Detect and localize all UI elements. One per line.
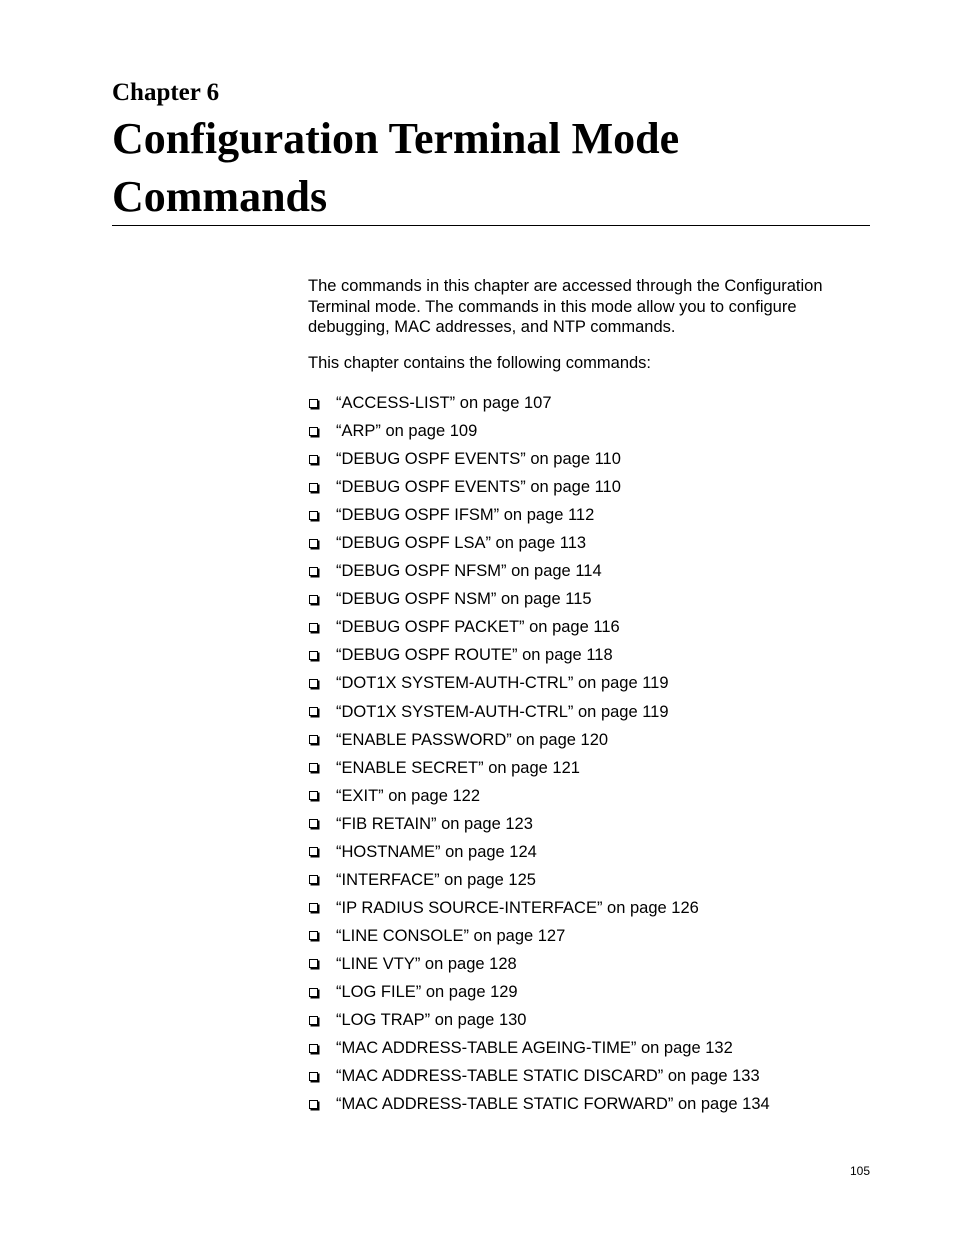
title-divider xyxy=(112,225,870,226)
command-link[interactable]: “LOG TRAP” on page 130 xyxy=(336,1011,527,1030)
command-link[interactable]: “ENABLE PASSWORD” on page 120 xyxy=(336,730,609,749)
command-link[interactable]: “DEBUG OSPF EVENTS” on page 110 xyxy=(336,450,621,469)
command-list xyxy=(308,389,770,1118)
intro-paragraph: The commands in this chapter are accessed through the Configuration Terminal mode. The commands in this mode allow you to configure debugging, MAC addresses, and NTP commands. xyxy=(308,277,823,336)
checkbox-bullet-icon xyxy=(309,567,318,576)
list-item[interactable] xyxy=(308,417,770,445)
list-item[interactable] xyxy=(308,866,770,894)
command-link[interactable]: “DEBUG OSPF ROUTE” on page 118 xyxy=(336,646,613,665)
command-link[interactable]: “DEBUG OSPF IFSM” on page 112 xyxy=(336,506,595,525)
checkbox-bullet-icon xyxy=(309,875,318,884)
command-link[interactable]: “LINE CONSOLE” on page 127 xyxy=(336,926,566,945)
list-item[interactable] xyxy=(308,754,770,782)
checkbox-bullet-icon xyxy=(309,931,318,940)
list-item[interactable] xyxy=(308,1006,770,1034)
list-item[interactable] xyxy=(308,585,770,613)
command-link[interactable]: “ARP” on page 109 xyxy=(336,422,478,441)
list-item[interactable] xyxy=(308,389,770,417)
list-item[interactable] xyxy=(308,557,770,585)
list-item[interactable] xyxy=(308,810,770,838)
command-link[interactable]: “FIB RETAIN” on page 123 xyxy=(336,814,533,833)
checkbox-bullet-icon xyxy=(309,511,318,520)
checkbox-bullet-icon xyxy=(309,735,318,744)
list-item[interactable] xyxy=(308,501,770,529)
checkbox-bullet-icon xyxy=(309,791,318,800)
command-link[interactable]: “MAC ADDRESS-TABLE STATIC FORWARD” on page 134 xyxy=(336,1095,770,1114)
list-item[interactable] xyxy=(308,1062,770,1090)
chapter-label: Chapter 6 xyxy=(112,79,220,106)
command-link[interactable]: “DEBUG OSPF LSA” on page 113 xyxy=(336,534,587,553)
checkbox-bullet-icon xyxy=(309,427,318,436)
list-item[interactable] xyxy=(308,838,770,866)
list-item[interactable] xyxy=(308,529,770,557)
checkbox-bullet-icon xyxy=(309,595,318,604)
checkbox-bullet-icon xyxy=(309,988,318,997)
list-item[interactable] xyxy=(308,613,770,641)
contains-paragraph: This chapter contains the following commands: xyxy=(308,354,652,372)
list-item[interactable] xyxy=(308,782,770,810)
list-item[interactable] xyxy=(308,1090,770,1118)
command-link[interactable]: “MAC ADDRESS-TABLE STATIC DISCARD” on page 133 xyxy=(336,1067,760,1086)
command-link[interactable]: “IP RADIUS SOURCE-INTERFACE” on page 126 xyxy=(336,898,699,917)
command-link[interactable]: “ACCESS-LIST” on page 107 xyxy=(336,394,552,413)
list-item[interactable] xyxy=(308,894,770,922)
command-link[interactable]: “DOT1X SYSTEM-AUTH-CTRL” on page 119 xyxy=(336,674,669,693)
command-link[interactable]: “DOT1X SYSTEM-AUTH-CTRL” on page 119 xyxy=(336,702,669,721)
command-link[interactable]: “DEBUG OSPF NSM” on page 115 xyxy=(336,590,592,609)
command-link[interactable]: “INTERFACE” on page 125 xyxy=(336,870,536,889)
checkbox-bullet-icon xyxy=(309,399,318,408)
checkbox-bullet-icon xyxy=(309,903,318,912)
list-item[interactable] xyxy=(308,473,770,501)
command-link[interactable]: “DEBUG OSPF PACKET” on page 116 xyxy=(336,618,620,637)
list-item[interactable] xyxy=(308,726,770,754)
checkbox-bullet-icon xyxy=(309,1072,318,1081)
list-item[interactable] xyxy=(308,978,770,1006)
list-item[interactable] xyxy=(308,669,770,697)
command-link[interactable]: “HOSTNAME” on page 124 xyxy=(336,842,537,861)
list-item[interactable] xyxy=(308,641,770,669)
command-link[interactable]: “MAC ADDRESS-TABLE AGEING-TIME” on page 132 xyxy=(336,1039,733,1058)
checkbox-bullet-icon xyxy=(309,679,318,688)
checkbox-bullet-icon xyxy=(309,539,318,548)
list-item[interactable] xyxy=(308,950,770,978)
list-item[interactable] xyxy=(308,445,770,473)
checkbox-bullet-icon xyxy=(309,651,318,660)
checkbox-bullet-icon xyxy=(309,483,318,492)
checkbox-bullet-icon xyxy=(309,959,318,968)
checkbox-bullet-icon xyxy=(309,847,318,856)
page-number: 105 xyxy=(849,1164,870,1178)
list-item[interactable] xyxy=(308,922,770,950)
list-item[interactable] xyxy=(308,698,770,726)
checkbox-bullet-icon xyxy=(309,455,318,464)
checkbox-bullet-icon xyxy=(309,1044,318,1053)
command-link[interactable]: “LOG FILE” on page 129 xyxy=(336,983,518,1001)
command-link[interactable]: “DEBUG OSPF NFSM” on page 114 xyxy=(336,562,602,581)
list-item[interactable] xyxy=(308,1034,770,1062)
checkbox-bullet-icon xyxy=(309,819,318,828)
checkbox-bullet-icon xyxy=(309,1100,318,1109)
page-title: Configuration Terminal Mode Commands xyxy=(112,114,680,221)
command-link[interactable]: “DEBUG OSPF EVENTS” on page 110 xyxy=(336,478,621,497)
command-link[interactable]: “EXIT” on page 122 xyxy=(336,786,481,805)
checkbox-bullet-icon xyxy=(309,1016,318,1025)
command-link[interactable]: “LINE VTY” on page 128 xyxy=(336,954,517,973)
checkbox-bullet-icon xyxy=(309,623,318,632)
checkbox-bullet-icon xyxy=(309,707,318,716)
checkbox-bullet-icon xyxy=(309,763,318,772)
command-link[interactable]: “ENABLE SECRET” on page 121 xyxy=(336,758,580,777)
